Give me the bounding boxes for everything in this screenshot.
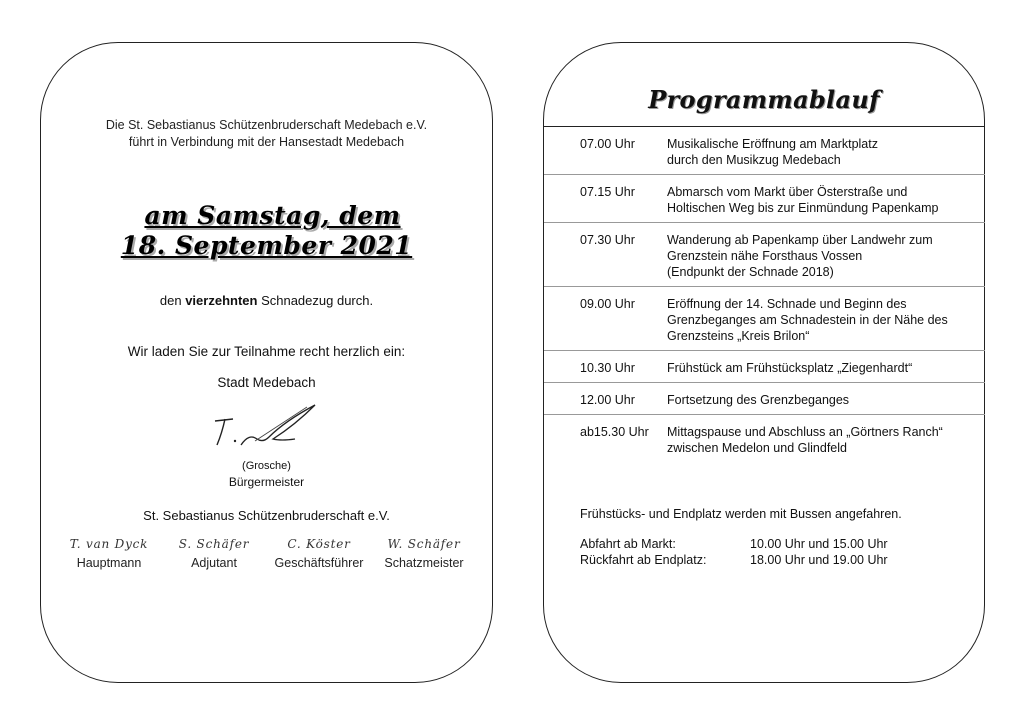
schedule-text: Wanderung ab Papenkamp über Landwehr zum — [667, 233, 933, 247]
officer-role: Schatzmeister — [384, 556, 464, 570]
officer-list — [57, 537, 476, 570]
schedule-time: 07.15 Uhr — [580, 185, 635, 199]
schedule-text: Grenzstein nähe Forsthaus Vossen — [667, 249, 863, 263]
schedule-time: 10.30 Uhr — [580, 361, 635, 375]
departure-row — [580, 537, 888, 553]
officer-signature: C. Köster — [287, 537, 351, 551]
intro-line-1: Die St. Sebastianus Schützenbruderschaft Medebach e.V. — [105, 118, 428, 132]
schedule-item — [580, 136, 970, 168]
schedule-text: Grenzsteins „Kreis Brilon“ — [667, 329, 810, 343]
officer-role: Hauptmann — [76, 556, 142, 570]
officer-signature: T. van Dyck — [69, 537, 149, 551]
schedule-text: durch den Musikzug Medebach — [667, 153, 841, 167]
city-name: Stadt Medebach — [217, 375, 316, 390]
schedule-item — [580, 296, 970, 344]
officer-item — [267, 537, 371, 570]
schedule-item — [580, 424, 970, 456]
title-divider — [544, 126, 984, 127]
return-row — [580, 553, 888, 569]
schedule-item — [580, 184, 970, 216]
intro-text — [41, 117, 492, 151]
invitation-card — [40, 42, 493, 683]
schedule-divider — [544, 414, 985, 415]
return-label: Rückfahrt ab Endplatz: — [580, 552, 707, 567]
schedule-time: ab15.30 Uhr — [580, 425, 649, 439]
invitation-line: Wir laden Sie zur Teilnahme recht herzlich ein: — [127, 344, 406, 359]
mayor-name: (Grosche) — [242, 460, 291, 472]
departure-times: 10.00 Uhr und 15.00 Uhr — [750, 537, 888, 551]
zug-ordinal: vierzehnten — [185, 293, 258, 308]
officer-item — [162, 537, 266, 570]
schnadezug-line — [41, 293, 492, 308]
schedule-text: Abmarsch vom Markt über Österstraße und — [667, 185, 908, 199]
schedule-time: 07.00 Uhr — [580, 137, 635, 151]
schedule-list — [580, 136, 970, 456]
schedule-item — [580, 392, 970, 408]
mayor-signature — [211, 399, 331, 459]
officer-signature: W. Schäfer — [387, 537, 461, 551]
schedule-divider — [544, 382, 985, 383]
schedule-text: Eröffnung der 14. Schnade und Beginn des — [667, 297, 907, 311]
program-title: Programmablauf — [648, 85, 880, 114]
zug-pre: den — [159, 293, 186, 308]
brotherhood-name: St. Sebastianus Schützenbruderschaft e.V. — [143, 508, 390, 523]
schedule-divider — [544, 350, 985, 351]
schedule-divider — [544, 174, 985, 175]
schedule-time: 12.00 Uhr — [580, 393, 635, 407]
officer-role: Geschäftsführer — [274, 556, 364, 570]
intro-line-2: führt in Verbindung mit der Hansestadt Medebach — [128, 135, 405, 149]
bus-times — [580, 537, 888, 568]
zug-post: Schnadezug durch. — [257, 293, 374, 308]
schedule-time: 07.30 Uhr — [580, 233, 635, 247]
officer-item — [372, 537, 476, 570]
bus-note: Frühstücks- und Endplatz werden mit Bussen angefahren. — [580, 507, 902, 521]
departure-label: Abfahrt ab Markt: — [580, 537, 676, 551]
schedule-divider — [544, 222, 985, 223]
mayor-title: Bürgermeister — [228, 475, 305, 489]
date-line-1: am Samstag, dem — [144, 201, 401, 230]
schedule-item — [580, 360, 970, 376]
schedule-time: 09.00 Uhr — [580, 297, 635, 311]
officer-role: Adjutant — [191, 556, 237, 570]
schedule-text: Holtischen Weg bis zur Einmündung Papenkamp — [667, 201, 939, 215]
officer-item — [57, 537, 161, 570]
schedule-divider — [544, 286, 985, 287]
schedule-text: Musikalische Eröffnung am Marktplatz — [667, 137, 878, 151]
program-card — [543, 42, 985, 683]
schedule-text: zwischen Medelon und Glindfeld — [667, 441, 847, 455]
schedule-text: Mittagspause und Abschluss an „Görtners Ranch“ — [667, 425, 943, 439]
date-line-2: 18. September 2021 — [120, 231, 413, 260]
schedule-text: Grenzbeganges am Schnadestein in der Nähe des — [667, 313, 948, 327]
schedule-text: (Endpunkt der Schnade 2018) — [667, 265, 834, 279]
officer-signature: S. Schäfer — [178, 537, 250, 551]
return-times: 18.00 Uhr und 19.00 Uhr — [750, 552, 888, 567]
schedule-item — [580, 232, 970, 280]
schedule-text: Frühstück am Frühstücksplatz „Ziegenhardt“ — [667, 361, 913, 375]
schedule-text: Fortsetzung des Grenzbeganges — [667, 393, 850, 407]
